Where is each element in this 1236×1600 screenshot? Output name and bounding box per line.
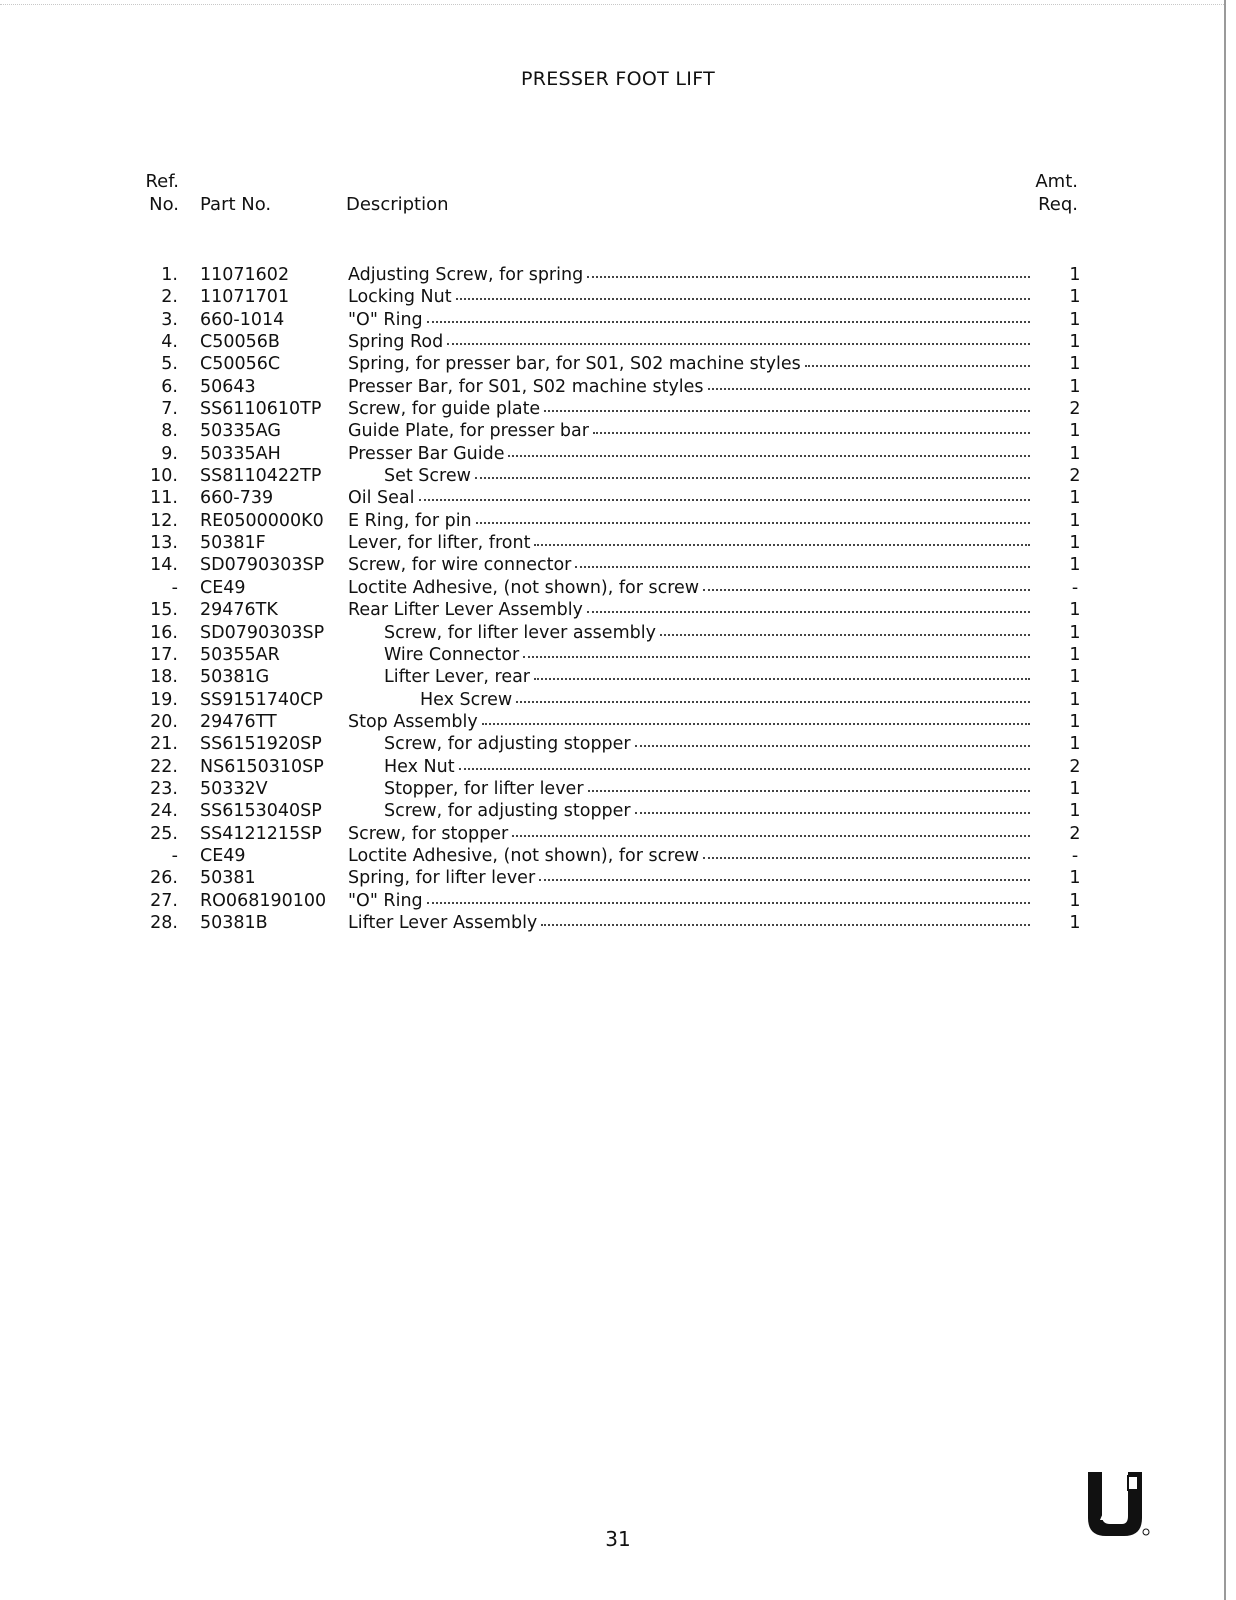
part-no: 50335AH bbox=[200, 443, 281, 464]
amount-required: 1 bbox=[1069, 421, 1081, 442]
description-cell bbox=[348, 733, 1030, 755]
description-text: Stopper, for lifter lever bbox=[384, 778, 584, 799]
description-text: Lifter Lever Assembly bbox=[348, 912, 538, 933]
dot-leader bbox=[482, 711, 1030, 725]
description-text: Spring, for presser bar, for S01, S02 machine styles bbox=[348, 354, 801, 375]
amount-required: 2 bbox=[1069, 466, 1081, 487]
ref-no: 13. bbox=[150, 533, 178, 554]
part-no: NS6150310SP bbox=[200, 756, 324, 777]
description-cell bbox=[348, 890, 1030, 912]
parts-row bbox=[0, 644, 1236, 666]
dot-leader bbox=[512, 823, 1030, 837]
amount-required: 1 bbox=[1069, 622, 1081, 643]
description-cell bbox=[348, 264, 1030, 286]
parts-row bbox=[0, 733, 1236, 755]
description-text: Stop Assembly bbox=[348, 711, 478, 732]
dot-leader bbox=[588, 778, 1030, 792]
ref-no: 6. bbox=[161, 376, 178, 397]
description-cell bbox=[348, 845, 1030, 867]
part-no: SD0790303SP bbox=[200, 622, 325, 643]
description-cell bbox=[348, 398, 1030, 420]
description-cell bbox=[348, 420, 1030, 442]
parts-row bbox=[0, 353, 1236, 375]
part-no: 50332V bbox=[200, 778, 268, 799]
parts-row bbox=[0, 577, 1236, 599]
ref-no: 17. bbox=[150, 644, 178, 665]
description-cell bbox=[348, 376, 1030, 398]
ref-no: 12. bbox=[150, 510, 178, 531]
description-cell bbox=[348, 286, 1030, 308]
ref-no: 23. bbox=[150, 778, 178, 799]
amount-required: 1 bbox=[1069, 354, 1081, 375]
description-text: Rear Lifter Lever Assembly bbox=[348, 600, 583, 621]
part-no: RO068190100 bbox=[200, 890, 327, 911]
dot-leader bbox=[575, 554, 1030, 568]
amount-required: 1 bbox=[1069, 376, 1081, 397]
part-no: CE49 bbox=[200, 845, 246, 866]
parts-row bbox=[0, 778, 1236, 800]
amount-required: 2 bbox=[1069, 756, 1081, 777]
description-text: Screw, for adjusting stopper bbox=[384, 734, 631, 755]
description-cell bbox=[348, 867, 1030, 889]
parts-row bbox=[0, 845, 1236, 867]
parts-row bbox=[0, 912, 1236, 934]
description-cell bbox=[348, 510, 1030, 532]
part-no: C50056B bbox=[200, 332, 280, 353]
parts-row bbox=[0, 800, 1236, 822]
parts-row bbox=[0, 622, 1236, 644]
parts-row bbox=[0, 666, 1236, 688]
parts-row bbox=[0, 823, 1236, 845]
description-text: Screw, for lifter lever assembly bbox=[384, 622, 656, 643]
dot-leader bbox=[534, 532, 1030, 546]
amount-required: 1 bbox=[1069, 644, 1081, 665]
header-part-no: Part No. bbox=[200, 194, 272, 215]
description-cell bbox=[348, 823, 1030, 845]
amount-required: 1 bbox=[1069, 868, 1081, 889]
dot-leader bbox=[587, 599, 1030, 613]
amount-required: 1 bbox=[1069, 309, 1081, 330]
dot-leader bbox=[508, 443, 1030, 457]
description-text: Lever, for lifter, front bbox=[348, 533, 531, 554]
ref-no: 7. bbox=[161, 399, 178, 420]
parts-row bbox=[0, 398, 1236, 420]
part-no: 50335AG bbox=[200, 421, 281, 442]
part-no: 11071701 bbox=[200, 287, 290, 308]
description-text: Screw, for wire connector bbox=[348, 555, 572, 576]
part-no: SS6110610TP bbox=[200, 399, 322, 420]
part-no: 660-739 bbox=[200, 488, 274, 509]
description-cell bbox=[348, 622, 1030, 644]
ref-no: 26. bbox=[150, 868, 178, 889]
amount-required: - bbox=[1071, 577, 1079, 598]
description-cell bbox=[348, 353, 1030, 375]
dot-leader bbox=[703, 577, 1030, 591]
description-text: Presser Bar, for S01, S02 machine styles bbox=[348, 376, 704, 397]
header-amount-required: Amt. Req. bbox=[1035, 171, 1078, 215]
description-text: Spring Rod bbox=[348, 332, 444, 353]
dot-leader bbox=[475, 465, 1030, 479]
parts-row bbox=[0, 756, 1236, 778]
dot-leader bbox=[541, 912, 1030, 926]
part-no: SS6151920SP bbox=[200, 734, 322, 755]
description-text: Oil Seal bbox=[348, 488, 415, 509]
part-no: 29476TT bbox=[200, 711, 277, 732]
amount-required: 1 bbox=[1069, 510, 1081, 531]
description-text: Lifter Lever, rear bbox=[384, 667, 530, 688]
amount-required: 1 bbox=[1069, 711, 1081, 732]
ref-no: 9. bbox=[161, 443, 178, 464]
amount-required: 1 bbox=[1069, 332, 1081, 353]
description-text: Spring, for lifter lever bbox=[348, 868, 536, 889]
part-no: SS8110422TP bbox=[200, 466, 322, 487]
part-no: C50056C bbox=[200, 354, 281, 375]
part-no: SS4121215SP bbox=[200, 823, 322, 844]
dot-leader bbox=[593, 420, 1030, 434]
description-cell bbox=[348, 666, 1030, 688]
part-no: SS6153040SP bbox=[200, 801, 322, 822]
ref-no: 16. bbox=[150, 622, 178, 643]
ref-no: 2. bbox=[161, 287, 178, 308]
dot-leader bbox=[459, 756, 1030, 770]
dot-leader bbox=[805, 353, 1030, 367]
description-cell bbox=[348, 465, 1030, 487]
ref-no: 3. bbox=[161, 309, 178, 330]
parts-row bbox=[0, 487, 1236, 509]
ref-no: 18. bbox=[150, 667, 178, 688]
amount-required: 1 bbox=[1069, 600, 1081, 621]
part-no: 29476TK bbox=[200, 600, 278, 621]
description-text: Wire Connector bbox=[384, 644, 520, 665]
ref-no: 27. bbox=[150, 890, 178, 911]
part-no: SS9151740CP bbox=[200, 689, 323, 710]
header-description: Description bbox=[346, 194, 449, 215]
dot-leader bbox=[544, 398, 1030, 412]
part-no: 50381 bbox=[200, 868, 256, 889]
amount-required: 2 bbox=[1069, 399, 1081, 420]
ref-no: 28. bbox=[150, 912, 178, 933]
parts-row bbox=[0, 890, 1236, 912]
part-no: 660-1014 bbox=[200, 309, 285, 330]
amount-required: 1 bbox=[1069, 689, 1081, 710]
part-no: 50355AR bbox=[200, 644, 280, 665]
scan-top-edge bbox=[0, 4, 1224, 6]
description-text: Screw, for guide plate bbox=[348, 399, 541, 420]
part-no: 50381F bbox=[200, 533, 266, 554]
ref-no: 14. bbox=[150, 555, 178, 576]
dot-leader bbox=[635, 733, 1030, 747]
ref-no: 5. bbox=[161, 354, 178, 375]
page-title: PRESSER FOOT LIFT bbox=[520, 68, 715, 90]
dot-leader bbox=[476, 510, 1030, 524]
ref-no: 1. bbox=[161, 265, 178, 285]
ref-no: 19. bbox=[150, 689, 178, 710]
ref-no: 21. bbox=[150, 734, 178, 755]
ref-no: 4. bbox=[161, 332, 178, 353]
parts-row bbox=[0, 264, 1236, 286]
amount-required: 1 bbox=[1069, 287, 1081, 308]
parts-row bbox=[0, 711, 1236, 733]
header-ref-no: Ref. No. bbox=[145, 171, 179, 215]
amount-required: 1 bbox=[1069, 734, 1081, 755]
parts-row bbox=[0, 309, 1236, 331]
amount-required: 1 bbox=[1069, 667, 1081, 688]
parts-row bbox=[0, 599, 1236, 621]
dot-leader bbox=[703, 845, 1030, 859]
dot-leader bbox=[587, 264, 1030, 278]
description-cell bbox=[348, 532, 1030, 554]
dot-leader bbox=[539, 867, 1030, 881]
part-no: 50381B bbox=[200, 912, 268, 933]
part-no: 11071602 bbox=[200, 265, 290, 285]
dot-leader bbox=[660, 622, 1030, 636]
description-text: Screw, for stopper bbox=[348, 823, 509, 844]
description-cell bbox=[348, 912, 1030, 934]
parts-row bbox=[0, 420, 1236, 442]
ref-no: 20. bbox=[150, 711, 178, 732]
description-text: Loctite Adhesive, (not shown), for screw bbox=[348, 845, 700, 866]
parts-row bbox=[0, 554, 1236, 576]
description-cell bbox=[348, 644, 1030, 666]
description-text: E Ring, for pin bbox=[348, 510, 472, 531]
amount-required: 1 bbox=[1069, 555, 1081, 576]
description-cell bbox=[348, 778, 1030, 800]
amount-required: 1 bbox=[1069, 443, 1081, 464]
dot-leader bbox=[516, 689, 1030, 703]
parts-list bbox=[0, 264, 1236, 934]
dot-leader bbox=[635, 800, 1030, 814]
dot-leader bbox=[456, 286, 1030, 300]
ref-no: 8. bbox=[161, 421, 178, 442]
description-text: Adjusting Screw, for spring bbox=[348, 265, 584, 285]
parts-row bbox=[0, 510, 1236, 532]
description-cell bbox=[348, 487, 1030, 509]
part-no: RE0500000K0 bbox=[200, 510, 324, 531]
dot-leader bbox=[427, 309, 1030, 323]
description-text: "O" Ring bbox=[348, 309, 423, 330]
ref-no: 24. bbox=[150, 801, 178, 822]
page-number: 31 bbox=[605, 1527, 631, 1551]
dot-leader bbox=[523, 644, 1030, 658]
description-text: Screw, for adjusting stopper bbox=[384, 801, 631, 822]
description-text: Loctite Adhesive, (not shown), for screw bbox=[348, 577, 700, 598]
amount-required: 1 bbox=[1069, 778, 1081, 799]
part-no: SD0790303SP bbox=[200, 555, 325, 576]
ref-no: 10. bbox=[150, 466, 178, 487]
description-cell bbox=[348, 800, 1030, 822]
description-cell bbox=[348, 554, 1030, 576]
description-cell bbox=[348, 309, 1030, 331]
description-text: Presser Bar Guide bbox=[348, 443, 505, 464]
ref-no: 22. bbox=[150, 756, 178, 777]
amount-required: 1 bbox=[1069, 533, 1081, 554]
part-no: 50381G bbox=[200, 667, 270, 688]
amount-required: 1 bbox=[1069, 890, 1081, 911]
amount-required: - bbox=[1071, 845, 1079, 866]
description-cell bbox=[348, 443, 1030, 465]
parts-row bbox=[0, 376, 1236, 398]
dot-leader bbox=[427, 890, 1030, 904]
parts-row bbox=[0, 465, 1236, 487]
union-special-u-logo-icon bbox=[1084, 1466, 1150, 1538]
ref-no: 25. bbox=[150, 823, 178, 844]
parts-row bbox=[0, 286, 1236, 308]
description-cell bbox=[348, 577, 1030, 599]
description-cell bbox=[348, 599, 1030, 621]
parts-row bbox=[0, 443, 1236, 465]
description-text: Set Screw bbox=[384, 466, 471, 487]
dot-leader bbox=[447, 331, 1030, 345]
description-cell bbox=[348, 711, 1030, 733]
ref-no: 11. bbox=[150, 488, 178, 509]
parts-row bbox=[0, 331, 1236, 353]
ref-no: 15. bbox=[150, 600, 178, 621]
description-cell bbox=[348, 331, 1030, 353]
ref-no: - bbox=[171, 845, 178, 866]
dot-leader bbox=[419, 487, 1030, 501]
ref-no: - bbox=[171, 577, 178, 598]
description-cell bbox=[348, 689, 1030, 711]
description-text: "O" Ring bbox=[348, 890, 423, 911]
amount-required: 2 bbox=[1069, 823, 1081, 844]
description-text: Locking Nut bbox=[348, 287, 452, 308]
description-cell bbox=[348, 756, 1030, 778]
description-text: Hex Nut bbox=[384, 756, 455, 777]
amount-required: 1 bbox=[1069, 488, 1081, 509]
description-text: Hex Screw bbox=[420, 689, 513, 710]
parts-row bbox=[0, 867, 1236, 889]
amount-required: 1 bbox=[1069, 801, 1081, 822]
part-no: CE49 bbox=[200, 577, 246, 598]
amount-required: 1 bbox=[1069, 912, 1081, 933]
part-no: 50643 bbox=[200, 376, 256, 397]
parts-row bbox=[0, 532, 1236, 554]
description-text: Guide Plate, for presser bar bbox=[348, 421, 589, 442]
parts-row bbox=[0, 689, 1236, 711]
amount-required: 1 bbox=[1069, 265, 1081, 285]
dot-leader bbox=[534, 666, 1030, 680]
dot-leader bbox=[708, 376, 1030, 390]
